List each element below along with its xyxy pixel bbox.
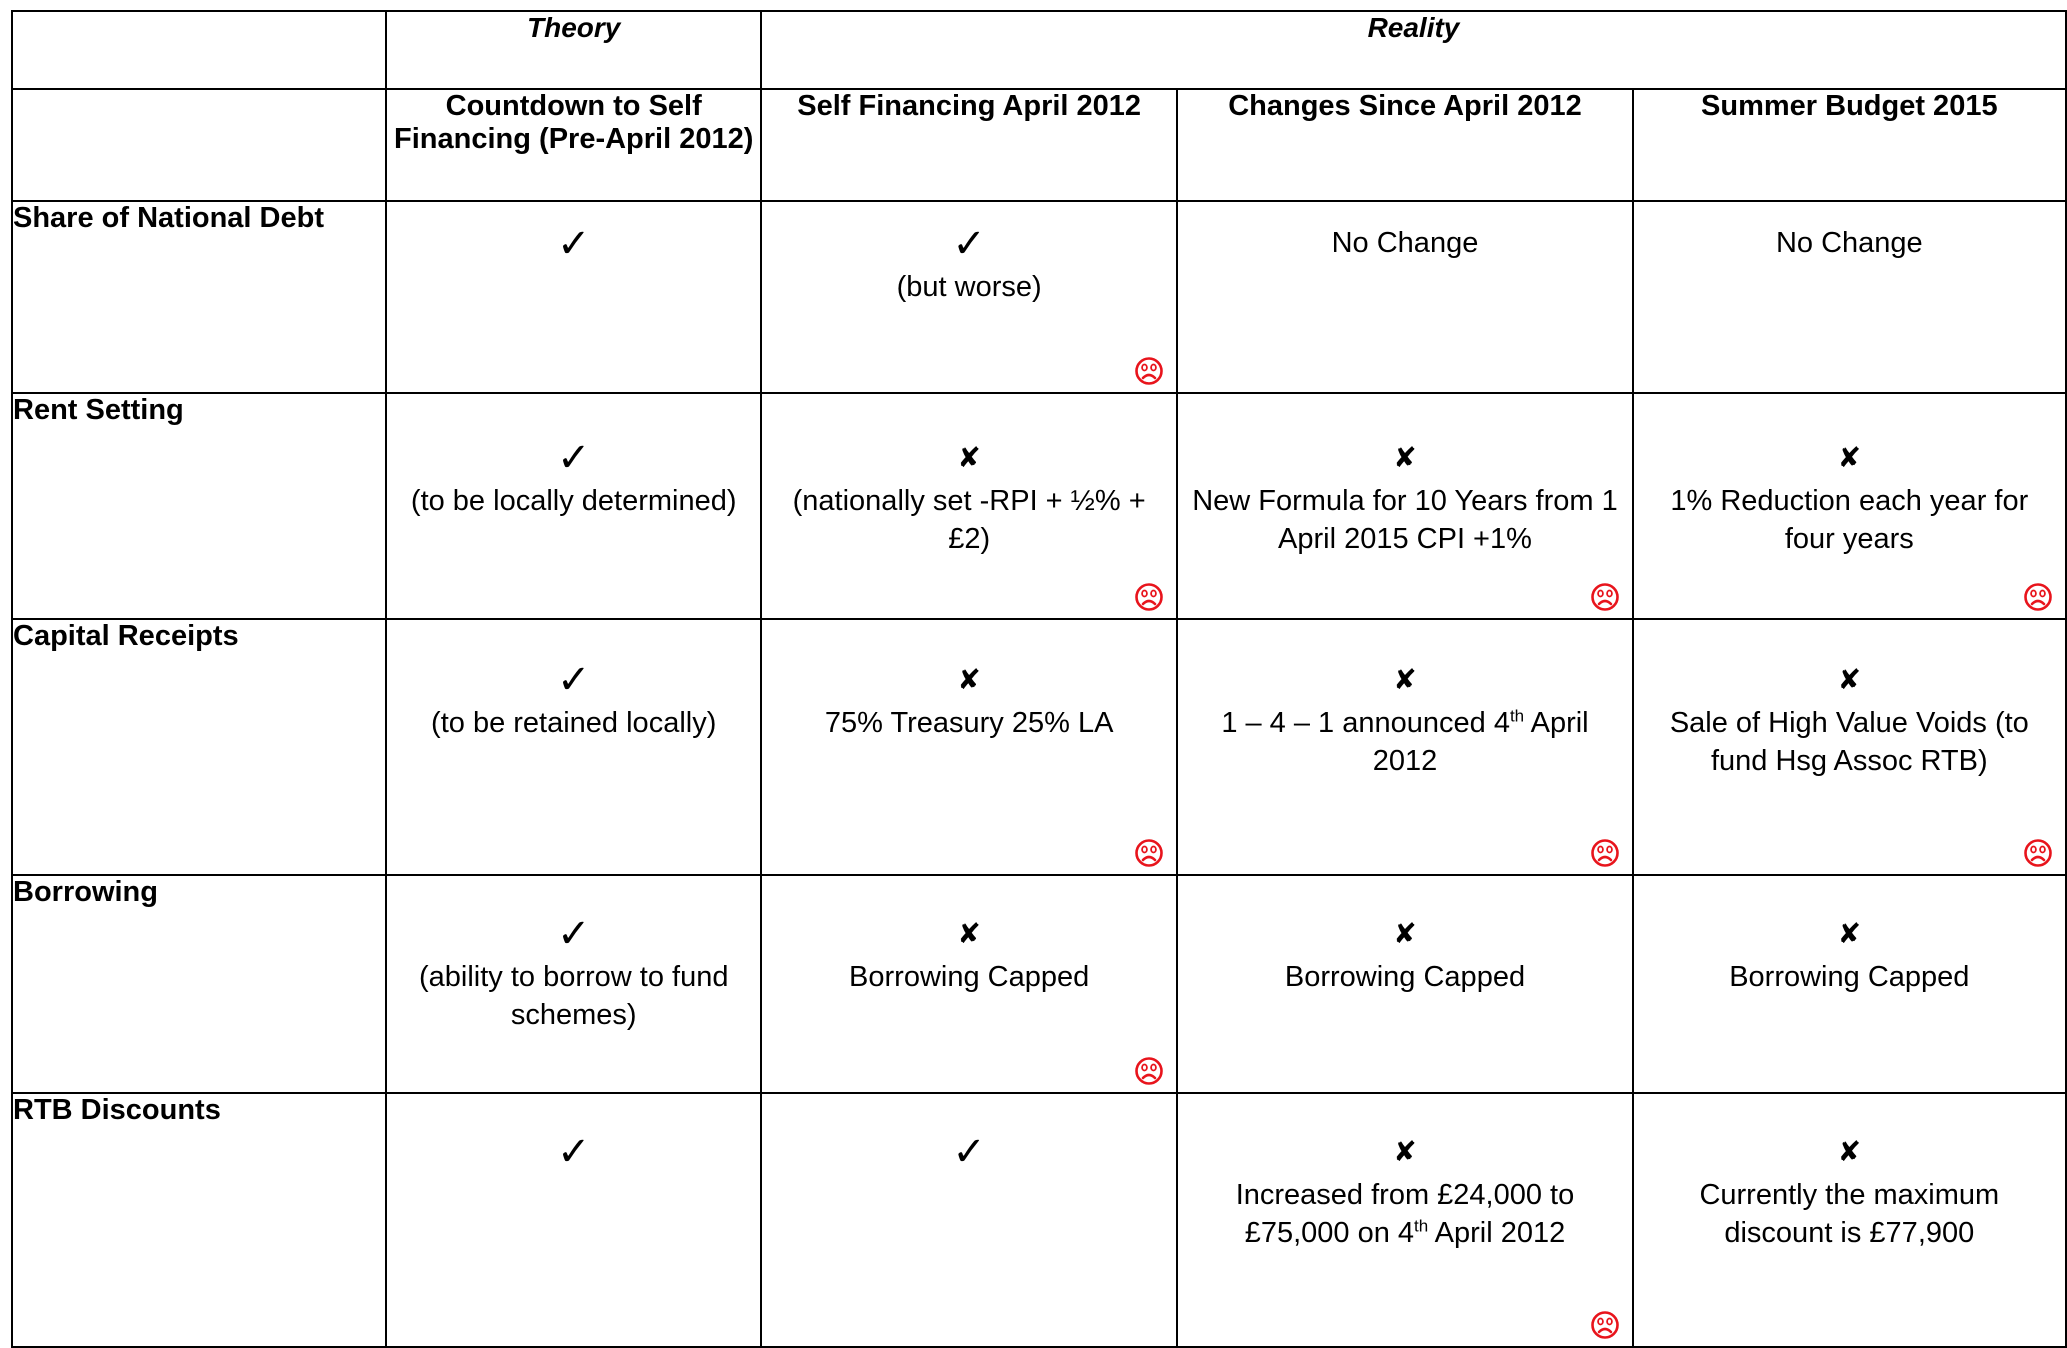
table-cell: [386, 619, 761, 875]
cell-content: [387, 620, 760, 742]
ordinal-suffix: th: [1414, 1216, 1429, 1236]
cell-content: [762, 394, 1176, 558]
column-header: Self Financing April 2012: [761, 89, 1177, 201]
cell-content: [387, 1094, 760, 1176]
row-label: Borrowing: [12, 875, 386, 1093]
cell-text: Borrowing Capped: [849, 961, 1090, 993]
table-cell: [1633, 875, 2066, 1093]
cell-content: [762, 202, 1176, 306]
cross-mark-icon: ✘: [1393, 917, 1417, 950]
sad-face-icon: [2023, 582, 2053, 612]
cross-mark-icon: ✘: [1393, 663, 1417, 696]
cell-text-part: April 2012: [1428, 1217, 1566, 1249]
cell-content: [1178, 394, 1631, 558]
cell-text: Borrowing Capped: [1729, 961, 1970, 993]
sad-face-icon: [1134, 1056, 1164, 1086]
table-cell: [1177, 201, 1632, 393]
corner-cell: [12, 11, 386, 89]
row-label: RTB Discounts: [12, 1093, 386, 1347]
cell-text: No Change: [1775, 227, 1923, 259]
cell-text-part: April 2012: [1372, 707, 1589, 777]
cell-text: Borrowing Capped: [1284, 961, 1526, 993]
check-mark-icon: ✓: [556, 221, 591, 267]
ordinal-suffix: th: [1509, 706, 1525, 726]
table-cell: [761, 875, 1177, 1093]
table-cell: [1633, 393, 2066, 619]
table-cell: [1633, 201, 2066, 393]
table-cell: [386, 1093, 761, 1347]
cross-mark-icon: ✘: [957, 663, 981, 696]
cell-content: [1634, 202, 2065, 262]
cell-content: [762, 876, 1176, 996]
check-mark-icon: ✓: [952, 221, 986, 267]
check-mark-icon: ✓: [556, 435, 591, 481]
check-mark-icon: ✓: [556, 911, 591, 957]
cross-mark-icon: ✘: [1393, 1135, 1417, 1168]
comparison-table: [11, 10, 2067, 1348]
cross-mark-icon: ✘: [1837, 917, 1862, 950]
row-label: Capital Receipts: [12, 619, 386, 875]
sad-face-icon: [1590, 1310, 1620, 1340]
sad-face-icon: [2023, 838, 2053, 868]
cross-mark-icon: ✘: [1393, 441, 1417, 474]
row-label: Share of National Debt: [12, 201, 386, 393]
cell-text: New Formula for 10 Years from 1 April 2015 CPI +1%: [1192, 485, 1618, 555]
cell-text: (to be retained locally): [431, 707, 717, 739]
table-cell: [1177, 1093, 1632, 1347]
table-cell: [386, 875, 761, 1093]
table-cell: [1177, 875, 1632, 1093]
sad-face-icon: [1134, 582, 1164, 612]
column-header: Countdown to Self Financing (Pre-April 2012): [386, 89, 761, 201]
cell-text: (ability to borrow to fund schemes): [418, 961, 729, 1031]
column-header-row: [12, 89, 2066, 201]
table-cell: [761, 1093, 1177, 1347]
cell-content: [1634, 394, 2065, 558]
table-cell: [1633, 1093, 2066, 1347]
table-cell: [386, 393, 761, 619]
sad-face-icon: [1590, 838, 1620, 868]
cell-content: [1634, 620, 2065, 780]
cell-text: (but worse): [896, 271, 1042, 303]
cell-text: 1% Reduction each year for four years: [1670, 485, 2029, 555]
sad-face-icon: [1134, 356, 1164, 386]
corner-cell: [12, 89, 386, 201]
cross-mark-icon: ✘: [957, 441, 981, 474]
sad-face-icon: [1134, 838, 1164, 868]
check-mark-icon: ✓: [556, 1129, 591, 1175]
table-cell: [761, 619, 1177, 875]
table-cell: [386, 201, 761, 393]
table-row: [12, 875, 2066, 1093]
column-header: Changes Since April 2012: [1177, 89, 1632, 201]
cell-content: [762, 620, 1176, 742]
table-row: [12, 201, 2066, 393]
cell-content: [1178, 1094, 1631, 1252]
cell-content: [387, 876, 760, 1034]
cell-content: [1178, 876, 1631, 996]
table-row: [12, 619, 2066, 875]
cell-text: (nationally set -RPI + ½% +£2): [792, 485, 1146, 555]
table-row: [12, 393, 2066, 619]
cell-content: [762, 1094, 1176, 1176]
cross-mark-icon: ✘: [1837, 441, 1862, 474]
cell-text: [1188, 1176, 1621, 1252]
row-label: Rent Setting: [12, 393, 386, 619]
cell-content: [1178, 620, 1631, 780]
check-mark-icon: ✓: [556, 657, 591, 703]
reality-band-header: Reality: [761, 11, 2066, 89]
cell-text: (to be locally determined): [410, 485, 737, 517]
cross-mark-icon: ✘: [957, 917, 981, 950]
sad-face-icon: [1590, 582, 1620, 612]
table-cell: [1177, 619, 1632, 875]
cell-text: Sale of High Value Voids (to fund Hsg Assoc RTB): [1669, 707, 2029, 777]
cell-text: Currently the maximum discount is £77,900: [1699, 1179, 2000, 1249]
cell-text: 75% Treasury 25% LA: [824, 707, 1114, 739]
cell-content: [1634, 1094, 2065, 1252]
cell-text-part: 1 – 4 – 1 announced 4: [1221, 707, 1510, 739]
cross-mark-icon: ✘: [1837, 1135, 1862, 1168]
table-cell: [1177, 393, 1632, 619]
table-cell: [761, 201, 1177, 393]
cross-mark-icon: ✘: [1837, 663, 1862, 696]
check-mark-icon: ✓: [952, 1129, 986, 1175]
cell-content: [387, 202, 760, 268]
cell-content: [1178, 202, 1631, 262]
cell-content: [387, 394, 760, 520]
cell-content: [1634, 876, 2065, 996]
table-cell: [761, 393, 1177, 619]
cell-text-part: Increased from £24,000 to £75,000 on 4: [1235, 1179, 1575, 1249]
cell-text: No Change: [1331, 227, 1479, 259]
column-header: Summer Budget 2015: [1633, 89, 2066, 201]
table-cell: [1633, 619, 2066, 875]
table-row: [12, 1093, 2066, 1347]
cell-text: [1188, 704, 1621, 780]
theory-band-header: Theory: [386, 11, 761, 89]
band-header-row: [12, 11, 2066, 89]
